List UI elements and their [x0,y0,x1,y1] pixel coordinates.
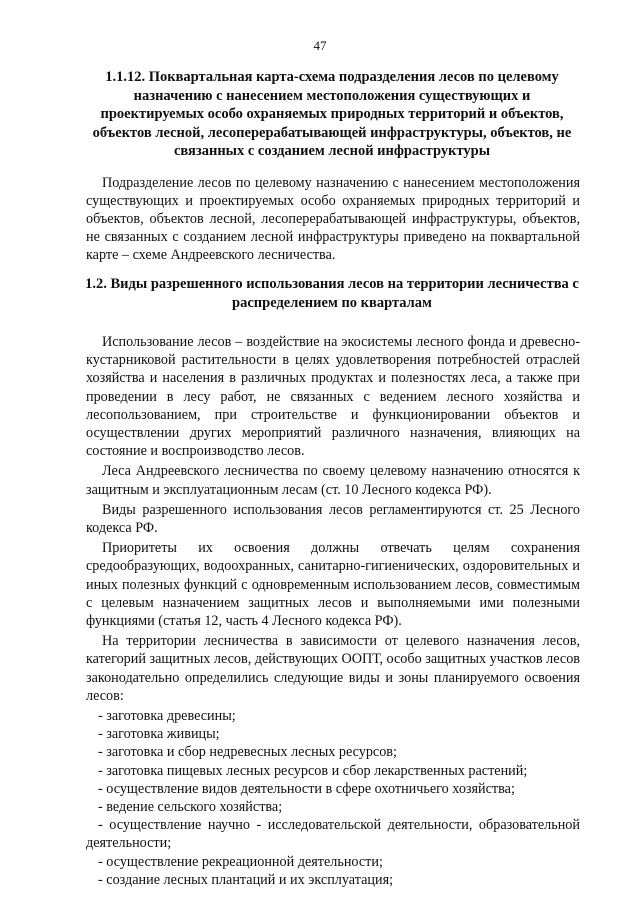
list-item: - заготовка пищевых лесных ресурсов и сбор лекарственных растений; [98,762,528,779]
paragraph: Виды разрешенного использования лесов регламентируются ст. 25 Лесного кодекса РФ. [86,501,580,537]
list-item: - заготовка древесины; [98,708,236,725]
page-number: 47 [313,38,327,53]
list-item: - осуществление видов деятельности в сфере охотничьего хозяйства; [98,780,515,797]
list-item: - ведение сельского хозяйства; [98,799,283,816]
section-1-1-12-text: Подразделение лесов по целевому назначению с нанесением местоположения существующих и проектируемых особо охраняемых природных территорий и объектов, объектов лесной, лесоперерабатывающей инфраструктуры, объектов, не связанных с созданием лесной инфраструктуры приведено на поквартальной карте – схеме Андреевского лесничества. [86,175,580,263]
paragraph: Леса Андреевского лесничества по своему целевому назначению относятся к защитным и эксплуатационным лесам (ст. 10 Лесного кодекса РФ). [86,463,580,498]
list-item: - заготовка живицы; [98,726,220,743]
list-item: - осуществление рекреационной деятельности; [98,853,383,870]
list-item: - заготовка и сбор недревесных лесных ресурсов; [98,744,397,761]
section-heading-1-1-12: 1.1.12. Поквартальная карта-схема подразделения лесов по целевому назначению с нанесением местоположения существующих и проектируемых особо охраняемых природных территорий и объектов, объектов лесной, лесоперерабатывающей инфраструктуры, объектов, не связанных с созданием лесной инфраструктуры [92,69,572,159]
paragraph: Приоритеты их освоения должны отвечать целям сохранения средообразующих, водоохранных, санитарно-гигиенических, оздоровительных и иных полезных функций с одновременным использованием лесов, совместимым с целевым назначением защитных лесов и выполняемыми ими полезными функциями (статья 12, часть 4 Лесного кодекса РФ). [86,540,580,630]
paragraph: Использование лесов – воздействие на экосистемы лесного фонда и древесно-кустарниковой растительности в целях удовлетворения потребностей отраслей хозяйства и населения в различных продуктах и полезностях леса, а также при проведении в лесу работ, не связанных с ведением лесного хозяйства и лесопользованием, при строительстве и функционировании объектов и осуществлении других мероприятий различного назначения, влияющих на состояние и воспроизводство лесов. [86,334,580,460]
paragraph: На территории лесничества в зависимости от целевого назначения лесов, категорий защитных лесов, действующих ООПТ, особо защитных участков лесов законодательно определились следующие виды и зоны планируемого освоения лесов: [86,633,580,704]
section-1-2-body [86,333,580,889]
section-1-1-12-paragraph [86,174,580,264]
list-item: - создание лесных плантаций и их эксплуатация; [98,871,394,888]
section-heading-1-2: 1.2. Виды разрешенного использования лесов на территории лесничества с распределением по кварталам [85,276,579,311]
list-item: - осуществление научно - исследовательской деятельности, образовательной деятельности; [86,817,580,852]
